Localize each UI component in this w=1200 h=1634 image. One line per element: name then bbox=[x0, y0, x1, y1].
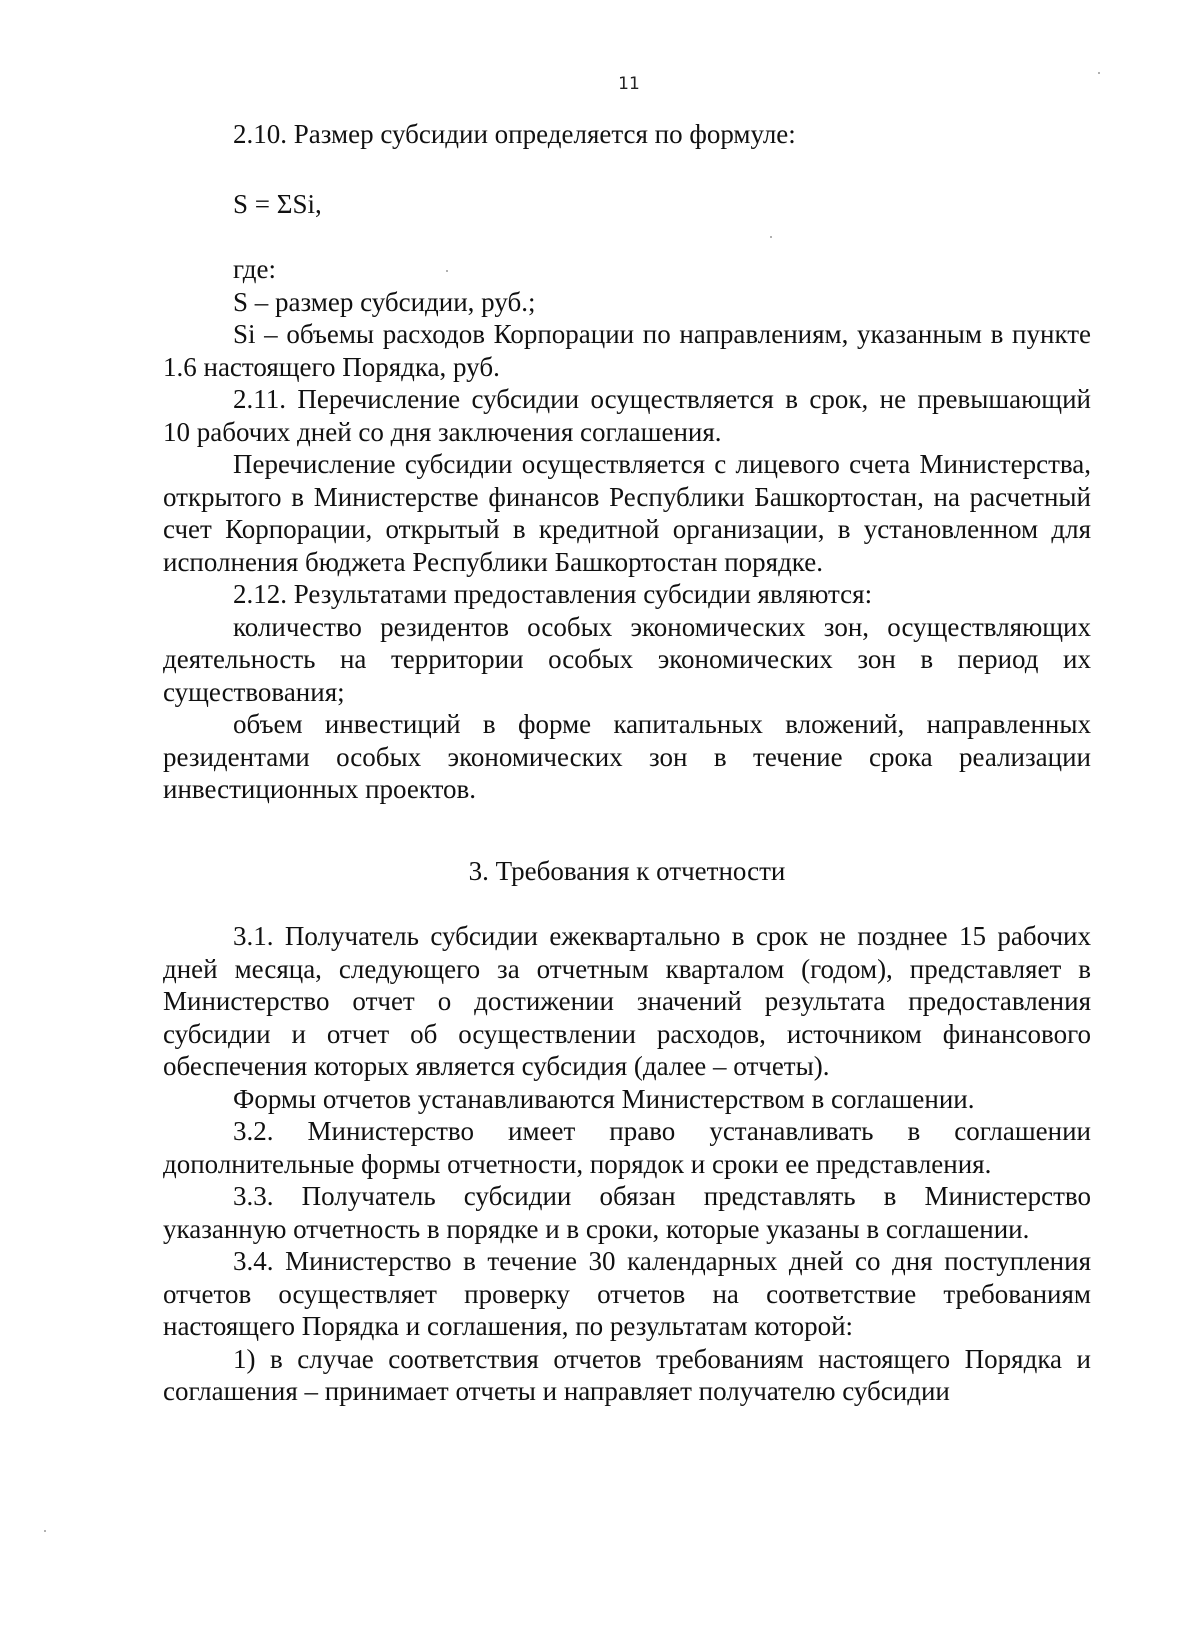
paragraph-2-12-residents: количество резидентов особых экономических зон, осуществляющих деятельность на территории особых экономических зон в период их существования; bbox=[163, 611, 1091, 707]
section-2-formula-block bbox=[163, 118, 1091, 151]
paragraph-3-3: 3.3. Получатель субсидии обязан представлять в Министерство указанную отчетность в порядке и в сроки, которые указаны в соглашении. bbox=[163, 1181, 1091, 1244]
paragraph-3-2: 3.2. Министерство имеет право устанавливать в соглашении дополнительные формы отчетности, порядок и сроки ее представления. bbox=[163, 1116, 1091, 1179]
scan-speck bbox=[44, 1530, 46, 1532]
paragraph-2-11: 2.11. Перечисление субсидии осуществляется в срок, не превышающий 10 рабочих дней со дня заключения соглашения. bbox=[163, 384, 1091, 447]
scan-speck bbox=[446, 270, 448, 272]
scan-speck bbox=[770, 236, 772, 238]
paragraph-2-10: 2.10. Размер субсидии определяется по формуле: bbox=[233, 119, 796, 149]
paragraph-2-12-investments: объем инвестиций в форме капитальных вложений, направленных резидентами особых экономических зон в течение срока реализации инвестиционных проектов. bbox=[163, 709, 1091, 804]
where-label: где: bbox=[233, 254, 276, 284]
definition-s: S – размер субсидии, руб.; bbox=[233, 286, 536, 317]
definitions-block bbox=[163, 253, 1091, 806]
paragraph-3-4: 3.4. Министерство в течение 30 календарных дней со дня поступления отчетов осуществляет проверку отчетов на соответствие требованиям настоящего Порядка и соглашения, по результатам которой: bbox=[163, 1246, 1091, 1341]
scan-speck bbox=[1098, 72, 1100, 74]
paragraph-2-11-transfer: Перечисление субсидии осуществляется с лицевого счета Министерства, открытого в Министерстве финансов Республики Башкортостан, на расчетный счет Корпорации, открытый в кредитной организации, в установленном для исполнения бюджета Республики Башкортостан порядке. bbox=[163, 449, 1091, 577]
formula: S = ΣSi, bbox=[233, 189, 322, 219]
paragraph-3-1: 3.1. Получатель субсидии ежеквартально в срок не позднее 15 рабочих дней месяца, следующего за отчетным кварталом (годом), представляет в Министерство отчет о достижении значений результата предоставления субсидии и отчет об осуществлении расходов, источником финансового обеспечения которых является субсидия (далее – отчеты). bbox=[163, 921, 1091, 1081]
paragraph-3-4-item-1: 1) в случае соответствия отчетов требованиям настоящего Порядка и соглашения – принимает отчеты и направляет получателю субсидии bbox=[163, 1343, 1091, 1406]
paragraph-3-1-forms: Формы отчетов устанавливаются Министерством в соглашении. bbox=[233, 1083, 975, 1114]
definition-si: Si – объемы расходов Корпорации по направлениям, указанным в пункте 1.6 настоящего Порядка, руб. bbox=[163, 319, 1091, 382]
paragraph-2-12: 2.12. Результатами предоставления субсидии являются: bbox=[233, 579, 873, 609]
formula-block bbox=[163, 188, 1091, 221]
page-number: 11 bbox=[618, 74, 640, 94]
section-3-heading: 3. Требования к отчетности bbox=[468, 856, 786, 886]
section-3-body bbox=[163, 920, 1091, 1408]
